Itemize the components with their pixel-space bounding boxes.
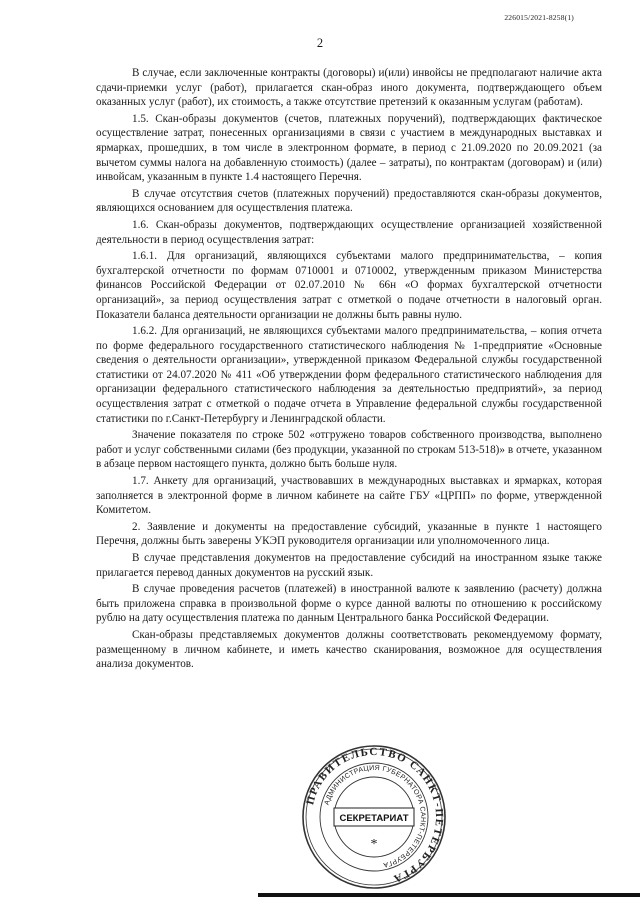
paragraph: 1.6. Скан-образы документов, подтверждающих осуществление организацией хозяйственной деятельности в период осуществления затрат: [96,218,602,246]
paragraph: 1.7. Анкету для организаций, участвовавших в международных выставках и ярмарках, которая заполняется в электронной форме в личном кабинете на сайте ГБУ «ЦРПП» по форме, утвержденной Комитетом. [96,475,602,517]
stamp-center-label: СЕКРЕТАРИАТ [339,813,409,824]
paragraph: 1.6.2. Для организаций, не являющихся субъектами малого предпринимательства, – копия отчета по форме федерального государственного статистического наблюдения № 1-предприятие «Основные сведения о деятельности организации», утвержденной приказом Федеральной службы государственной статистики от 24.07.2020 № 411 «Об утверждении форм федерального статистического наблюдения для организации федерального статистического наблюдения за деятельностью предприятий», за период осуществления затрат с отметкой о подаче отчета в Управление федеральной службы государственной статистики по г.Санкт-Петербургу и Ленинградской области. [96,325,602,425]
stamp-inner-text: АДМИНИСТРАЦИЯ ГУБЕРНАТОРА САНКТ-ПЕТЕРБУРГА [323,764,427,869]
paragraph: 1.5. Скан-образы документов (счетов, платежных поручений), подтверждающих фактическое осуществление затрат, понесенных организациями в связи с участием в международных выставках и ярмарках, прошедших, в том числе в электронном формате, в период с 21.09.2020 по 20.09.2021 (за вычетом суммы налога на добавленную стоимость) (далее – затраты), по контрактам (договорам) и (или) инвойсам, указанным в пункте 1.4 настоящего Перечня. [96,112,602,184]
paragraph: 2. Заявление и документы на предоставление субсидий, указанные в пункте 1 настоящего Перечня, должны быть заверены УКЭП руководителя организации или уполномоченного лица. [96,520,602,548]
document-id: 226015/2021-8258(1) [504,13,574,22]
secretariat-stamp [301,744,447,890]
page-number: 2 [316,36,324,50]
paragraph: В случае отсутствия счетов (платежных поручений) предоставляются скан-образы документов, являющихся основанием для осуществления платежа. [96,187,602,215]
paragraph: В случае представления документов на предоставление субсидий на иностранном языке также прилагается перевод данных документов на русский язык. [96,552,602,579]
bottom-divider [258,893,640,897]
paragraph: 1.6.1. Для организаций, являющихся субъектами малого предпринимательства, – копия бухгалтерской отчетности по формам 0710001 и 0710002, утвержденным приказом Министерства финансов Российской Федерации от 02.07.2010 № 66н «О формах бухгалтерской отчетности организаций», за период осуществления затрат с отметкой о подаче отчетности в налоговый орган. Показатели баланса деятельности организации не должны быть равны нулю. [96,250,602,321]
document-body [96,66,602,674]
paragraph: Значение показателя по строке 502 «отгружено товаров собственного производства, выполнено работ и услуг собственными силами (без продукции, указанной по строкам 513-518)» в отчете, указанном в абзаце первом настоящего пункта, должно быть больше нуля. [96,429,602,471]
star-icon: * [370,837,378,852]
stamp-outer-text: ПРАВИТЕЛЬСТВО САНКТ-ПЕТЕРБУРГА [304,745,446,886]
paragraph: В случае, если заключенные контракты (договоры) и(или) инвойсы не предполагают наличие акта сдачи-приемки услуг (работ), прилагается скан-образ иного документа, подтверждающего объем оказанных услуг (работ), их стоимость, а также отсутствие претензий к оказанным услугам (работам). [96,67,602,109]
paragraph: В случае проведения расчетов (платежей) в иностранной валюте к заявлению (расчету) должна быть приложена справка в произвольной форме о курсе данной валюты по отношению к российскому рублю на дату осуществления платежа по данным Центрального банка Российской Федерации. [96,583,602,625]
paragraph: Скан-образы представляемых документов должны соответствовать рекомендуемому формату, размещенному в личном кабинете, и иметь качество сканирования, возможное для осуществления анализа документов. [96,628,602,671]
